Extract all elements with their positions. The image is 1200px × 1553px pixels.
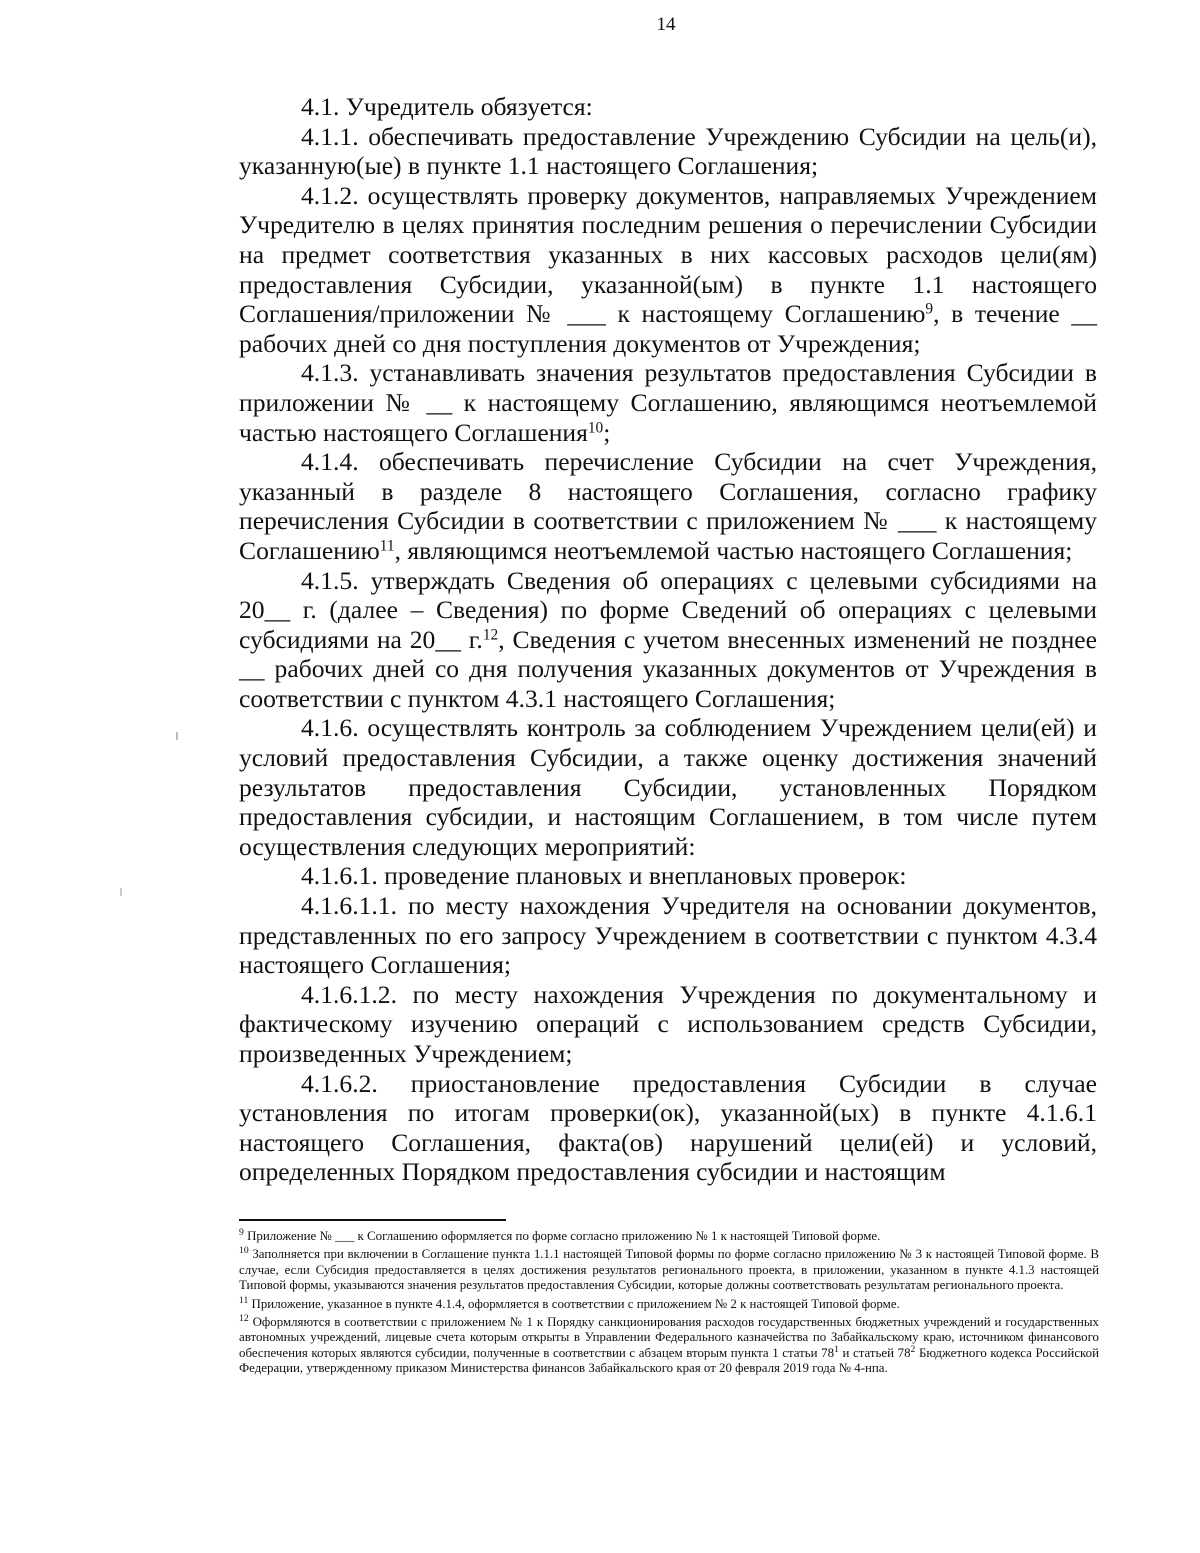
footnote-ref-10: 10 xyxy=(587,419,604,437)
agreement-body xyxy=(239,92,1097,1187)
footnote-text: Приложение, указанное в пункте 4.1.4, оформляется в соответствии с приложением № 2 к настоящей Типовой форме. xyxy=(251,1296,900,1311)
footnote-text: Бюджетного кодекса Российской Федерации, утвержденному приказом Министерства финансов Забайкальского края от 20 февраля 2019 года № 4-нпа. xyxy=(239,1345,1099,1376)
clause-4-1-4 xyxy=(239,447,1097,565)
footnote-ref-11: 11 xyxy=(379,537,395,555)
footnote-mark: 9 xyxy=(239,1227,244,1239)
footnote-mark: 11 xyxy=(239,1294,249,1306)
clause-text: , Сведения с учетом внесенных изменений не позднее __ рабочих дней со дня получения указанных документов от Учреждения в соответствии с пунктом 4.3.1 настоящего Соглашения; xyxy=(239,624,1097,713)
clause-text: ; xyxy=(603,417,611,447)
clause-4-1-6-2: 4.1.6.2. приостановление предоставления Субсидии в случае установления по итогам проверки(ок), указанной(ых) в пункте 4.1.6.1 настоящего Соглашения, факта(ов) нарушений цели(ей) и условий, определенных Порядком предоставления субсидии и настоящим xyxy=(239,1068,1097,1187)
clause-4-1-6-1-2: 4.1.6.1.2. по месту нахождения Учреждения по документальному и фактическому изучению операций с использованием средств Субсидии, произведенных Учреждением; xyxy=(239,979,1097,1068)
clause-text: 4.1.5. утверждать Сведения об операциях с целевыми субсидиями на 20__ г. (далее – Сведения) по форме Сведений об операциях с целевыми субсидиями на 20__ г. xyxy=(239,565,1097,654)
footnote-ref-9: 9 xyxy=(925,300,934,318)
footnote-ref-12: 12 xyxy=(482,626,499,644)
clause-4-1: 4.1. Учредитель обязуется: xyxy=(301,92,593,121)
footnote-mark: 10 xyxy=(239,1245,249,1257)
page-number: 14 xyxy=(656,14,676,35)
clause-4-1-6-1: 4.1.6.1. проведение плановых и внеплановых проверок: xyxy=(301,861,907,891)
clause-text: , являющимся неотъемлемой частью настоящего Соглашения; xyxy=(394,535,1073,565)
clause-4-1-2 xyxy=(239,181,1097,359)
clause-text: 4.1.4. обеспечивать перечисление Субсидии на счет Учреждения, указанный в разделе 8 настоящего Соглашения, согласно графику перечисления Субсидии в соответствии с приложением № ___ к настоящему Соглашению xyxy=(239,447,1097,565)
clause-text: 4.1.3. устанавливать значения результатов предоставления Субсидии в приложении № __ к настоящему Соглашению, являющимся неотъемлемой частью настоящего Соглашения xyxy=(239,358,1097,447)
scan-artifact xyxy=(120,888,122,896)
footnote-text: Заполняется при включении в Соглашение пункта 1.1.1 настоящей Типовой формы по форме согласно приложению № 3 к настоящей Типовой форме. В случае, если Субсидия предоставляется в целях достижения результатов регионального проекта, в приложении, указанном в пункте 4.1.3 настоящей Типовой формы, указываются значения результатов предоставления Субсидии, которые должны соответствовать результатам регионального проекта. xyxy=(239,1247,1099,1293)
footnote-mark: 12 xyxy=(239,1313,249,1325)
scan-artifact xyxy=(176,732,178,740)
footnote-11 xyxy=(239,1294,1099,1312)
clause-text: , в течение __ рабочих дней со дня поступления документов от Учреждения; xyxy=(239,299,1097,358)
clause-4-1-5 xyxy=(239,566,1097,714)
clause-4-1-6: 4.1.6. осуществлять контроль за соблюдением Учреждением цели(ей) и условий предоставления Субсидии, а также оценку достижения значений результатов предоставления Субсидии, установленных Порядком предоставления субсидии, и настоящим Соглашением, в том числе путем осуществления следующих мероприятий: xyxy=(239,713,1097,861)
clause-4-1-6-1-1: 4.1.6.1.1. по месту нахождения Учредителя на основании документов, представленных по его запросу Учреждением в соответствии с пунктом 4.3.4 настоящего Соглашения; xyxy=(239,891,1097,980)
footnote-text: Оформляются в соответствии с приложением № 1 к Порядку санкционирования расходов государственных бюджетных учреждений и государственных автономных учреждений, лицевые счета которым открыты в Управлении Федерального казначейства по Забайкальскому краю, источником финансового обеспечения которых являются субсидии, полученные в соответствии с абзацем вторым пункта 1 статьи 78 xyxy=(239,1315,1099,1360)
footnotes xyxy=(239,1229,1099,1380)
footnote-text: Приложение № ___ к Соглашению оформляется по форме согласно приложению № 1 к настоящей Типовой форме. xyxy=(247,1229,881,1243)
footnote-12 xyxy=(239,1315,1099,1377)
footnote-9 xyxy=(239,1229,1099,1244)
footnote-separator xyxy=(239,1219,506,1221)
clause-text: 4.1.2. осуществлять проверку документов, направляемых Учреждением Учредителю в целях принятия последним решения о перечислении Субсидии на предмет соответствия указанных в них кассовых расходов цели(ям) предоставления Субсидии, указанной(ым) в пункте 1.1 настоящего Соглашения/приложении № ___ к настоящему Соглашению xyxy=(239,180,1097,329)
footnote-10 xyxy=(239,1247,1099,1293)
clause-4-1-1: 4.1.1. обеспечивать предоставление Учреждению Субсидии на цель(и), указанную(ые) в пункте 1.1 настоящего Соглашения; xyxy=(239,121,1097,181)
article-superscript: 2 xyxy=(910,1344,916,1356)
footnote-text: и статьей 78 xyxy=(838,1345,911,1360)
article-superscript: 1 xyxy=(834,1344,839,1356)
clause-4-1-3 xyxy=(239,358,1097,447)
